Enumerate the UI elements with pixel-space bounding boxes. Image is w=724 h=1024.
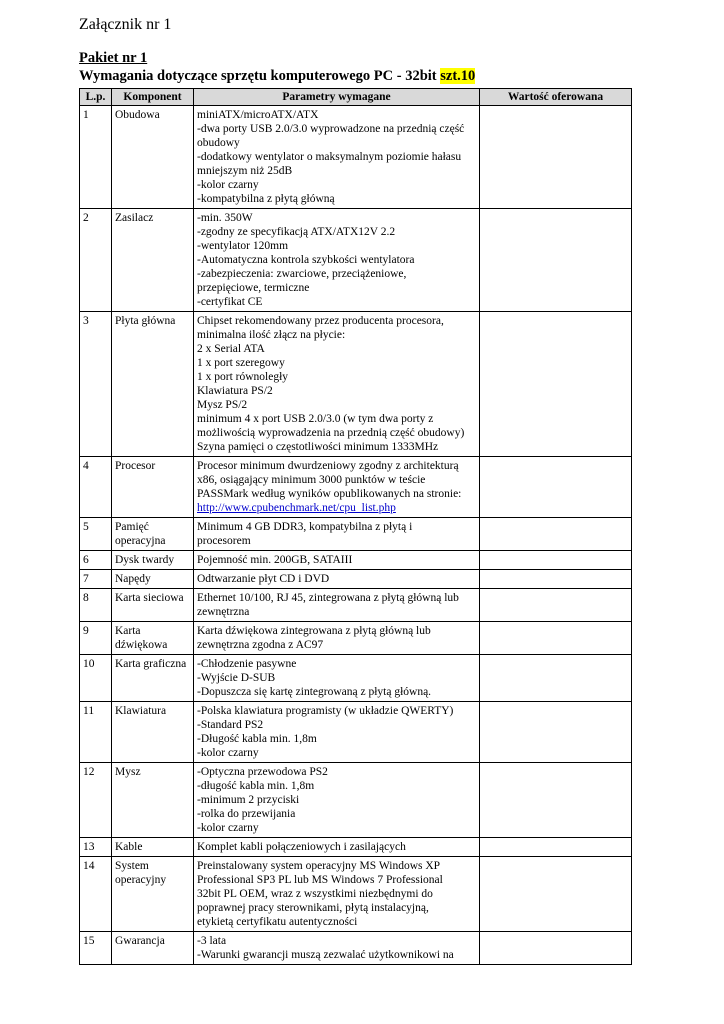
cell-component: Obudowa — [112, 106, 194, 209]
cell-lp: 14 — [80, 857, 112, 932]
param-line: -Optyczna przewodowa PS2 — [197, 766, 328, 778]
cell-component: Dysk twardy — [112, 551, 194, 570]
param-line: Chipset rekomendowany przez producenta procesora, — [197, 315, 444, 327]
param-line: -wentylator 120mm — [197, 240, 289, 252]
param-line: 1 x port równoległy — [197, 371, 289, 383]
param-line: -certyfikat CE — [197, 296, 263, 308]
param-line: Odtwarzanie płyt CD i DVD — [197, 573, 330, 585]
param-line: -zabezpieczenia: zwarciowe, przeciążeniowe, — [197, 268, 407, 280]
cell-params — [194, 551, 480, 570]
header-lp: L.p. — [80, 89, 112, 106]
param-line: Minimum 4 GB DDR3, kompatybilna z płytą i — [197, 521, 413, 533]
package-title: Pakiet nr 1 — [79, 50, 148, 66]
table-row — [80, 457, 632, 518]
param-line: -kolor czarny — [197, 822, 259, 834]
param-line: -3 lata — [197, 935, 227, 947]
param-line: Professional SP3 PL lub MS Windows 7 Professional — [197, 874, 443, 886]
param-line: Karta dźwiękowa zintegrowana z płytą główną lub — [197, 625, 431, 637]
param-line: -Dopuszcza się kartę zintegrowaną z płytą główną. — [197, 686, 432, 698]
annex-title: Załącznik nr 1 — [79, 16, 172, 33]
param-line: Klawiatura PS/2 — [197, 385, 273, 397]
cell-params — [194, 312, 480, 457]
table-row — [80, 857, 632, 932]
cell-component: Kable — [112, 838, 194, 857]
param-line: Mysz PS/2 — [197, 399, 248, 411]
table-row — [80, 518, 632, 551]
cell-lp: 5 — [80, 518, 112, 551]
param-line: PASSMark według wyników opublikowanych na stronie: — [197, 488, 462, 500]
cell-lp: 8 — [80, 589, 112, 622]
param-line: możliwością wyprowadzenia na przednią część obudowy) — [197, 427, 465, 439]
cell-lp: 11 — [80, 702, 112, 763]
cell-offered-value — [480, 857, 632, 932]
cell-lp: 3 — [80, 312, 112, 457]
cell-params — [194, 763, 480, 838]
cell-lp: 13 — [80, 838, 112, 857]
benchmark-link[interactable]: http://www.cpubenchmark.net/cpu_list.php — [197, 502, 396, 514]
cell-params — [194, 457, 480, 518]
cell-offered-value — [480, 457, 632, 518]
document-heading — [79, 68, 475, 85]
table-row — [80, 209, 632, 312]
cell-params — [194, 838, 480, 857]
param-line: -długość kabla min. 1,8m — [197, 780, 315, 792]
param-line: miniATX/microATX/ATX — [197, 109, 319, 121]
param-line: procesorem — [197, 535, 251, 547]
cell-lp: 10 — [80, 655, 112, 702]
cell-component: System operacyjny — [112, 857, 194, 932]
param-line: Komplet kabli połączeniowych i zasilających — [197, 841, 406, 853]
param-line: -kolor czarny — [197, 747, 259, 759]
cell-offered-value — [480, 932, 632, 965]
table-row — [80, 551, 632, 570]
param-line: x86, osiągający minimum 3000 punktów w teście — [197, 474, 426, 486]
table-row — [80, 763, 632, 838]
table-row — [80, 622, 632, 655]
param-line: -Chłodzenie pasywne — [197, 658, 297, 670]
cell-component: Mysz — [112, 763, 194, 838]
param-line: -Automatyczna kontrola szybkości wentylatora — [197, 254, 415, 266]
header-component: Komponent — [112, 89, 194, 106]
cell-lp: 2 — [80, 209, 112, 312]
cell-offered-value — [480, 702, 632, 763]
param-line: -zgodny ze specyfikacją ATX/ATX12V 2.2 — [197, 226, 396, 238]
cell-component: Karta graficzna — [112, 655, 194, 702]
cell-params — [194, 857, 480, 932]
param-line: Procesor minimum dwurdzeniowy zgodny z architekturą — [197, 460, 459, 472]
param-line: przepięciowe, termiczne — [197, 282, 310, 294]
cell-component: Karta sieciowa — [112, 589, 194, 622]
param-line: 2 x Serial ATA — [197, 343, 265, 355]
param-line: -minimum 2 przyciski — [197, 794, 300, 806]
cell-component: Zasilacz — [112, 209, 194, 312]
param-line: 32bit PL OEM, wraz z wszystkimi niezbędnymi do — [197, 888, 433, 900]
param-line: 1 x port szeregowy — [197, 357, 285, 369]
cell-offered-value — [480, 518, 632, 551]
cell-component: Pamięć operacyjna — [112, 518, 194, 551]
param-line: etykietą certyfikatu autentyczności — [197, 916, 358, 928]
param-line: obudowy — [197, 137, 240, 149]
cell-lp: 9 — [80, 622, 112, 655]
cell-offered-value — [480, 209, 632, 312]
header-value: Wartość oferowana — [480, 89, 632, 106]
cell-lp: 15 — [80, 932, 112, 965]
cell-offered-value — [480, 570, 632, 589]
table-row — [80, 838, 632, 857]
param-line: -Standard PS2 — [197, 719, 264, 731]
table-row — [80, 932, 632, 965]
cell-component: Płyta główna — [112, 312, 194, 457]
param-line: mniejszym niż 25dB — [197, 165, 293, 177]
param-line: poprawnej pracy sterownikami, płytą instalacyjną, — [197, 902, 429, 914]
cell-offered-value — [480, 551, 632, 570]
cell-offered-value — [480, 312, 632, 457]
param-line: -kolor czarny — [197, 179, 259, 191]
cell-lp: 1 — [80, 106, 112, 209]
requirements-table — [79, 88, 632, 965]
cell-params — [194, 589, 480, 622]
table-row — [80, 312, 632, 457]
heading-main: Wymagania dotyczące sprzętu komputerowego PC - 32bit — [79, 68, 441, 84]
table-body — [80, 106, 632, 965]
param-line: -Długość kabla min. 1,8m — [197, 733, 317, 745]
table-row — [80, 589, 632, 622]
param-line: -kompatybilna z płytą główną — [197, 193, 335, 205]
param-line: -Wyjście D-SUB — [197, 672, 276, 684]
cell-component: Gwarancja — [112, 932, 194, 965]
param-line: -Warunki gwarancji muszą zezwalać użytkownikowi na — [197, 949, 454, 961]
param-line: -dwa porty USB 2.0/3.0 wyprowadzone na przednią część — [197, 123, 465, 135]
param-line: Szyna pamięci o częstotliwości minimum 1333MHz — [197, 441, 439, 453]
table-row — [80, 702, 632, 763]
cell-lp: 12 — [80, 763, 112, 838]
table-row — [80, 655, 632, 702]
cell-params — [194, 570, 480, 589]
cell-lp: 6 — [80, 551, 112, 570]
param-line: -dodatkowy wentylator o maksymalnym poziomie hałasu — [197, 151, 462, 163]
cell-params — [194, 655, 480, 702]
cell-params — [194, 932, 480, 965]
param-line: -Polska klawiatura programisty (w układzie QWERTY) — [197, 705, 454, 717]
cell-component: Procesor — [112, 457, 194, 518]
cell-params — [194, 209, 480, 312]
cell-params — [194, 106, 480, 209]
table-row — [80, 106, 632, 209]
param-line: minimalna ilość złącz na płycie: — [197, 329, 346, 341]
param-line: Pojemność min. 200GB, SATAIII — [197, 554, 353, 566]
heading-quantity-highlight: szt.10 — [440, 68, 476, 84]
cell-component: Karta dźwiękowa — [112, 622, 194, 655]
cell-params — [194, 622, 480, 655]
param-line: zewnętrzna zgodna z AC97 — [197, 639, 324, 651]
header-params: Parametry wymagane — [194, 89, 480, 106]
cell-lp: 4 — [80, 457, 112, 518]
cell-offered-value — [480, 106, 632, 209]
cell-offered-value — [480, 589, 632, 622]
cell-params — [194, 518, 480, 551]
table-header-row — [80, 89, 632, 106]
cell-offered-value — [480, 763, 632, 838]
param-line: minimum 4 x port USB 2.0/3.0 (w tym dwa porty z — [197, 413, 434, 425]
cell-offered-value — [480, 622, 632, 655]
cell-params — [194, 702, 480, 763]
cell-offered-value — [480, 655, 632, 702]
table-row — [80, 570, 632, 589]
param-line: Ethernet 10/100, RJ 45, zintegrowana z płytą główną lub — [197, 592, 459, 604]
cell-component: Klawiatura — [112, 702, 194, 763]
cell-component: Napędy — [112, 570, 194, 589]
param-line: -min. 350W — [197, 212, 253, 224]
cell-lp: 7 — [80, 570, 112, 589]
param-line: Preinstalowany system operacyjny MS Windows XP — [197, 860, 441, 872]
param-line: -rolka do przewijania — [197, 808, 296, 820]
param-line: zewnętrzna — [197, 606, 250, 618]
cell-offered-value — [480, 838, 632, 857]
